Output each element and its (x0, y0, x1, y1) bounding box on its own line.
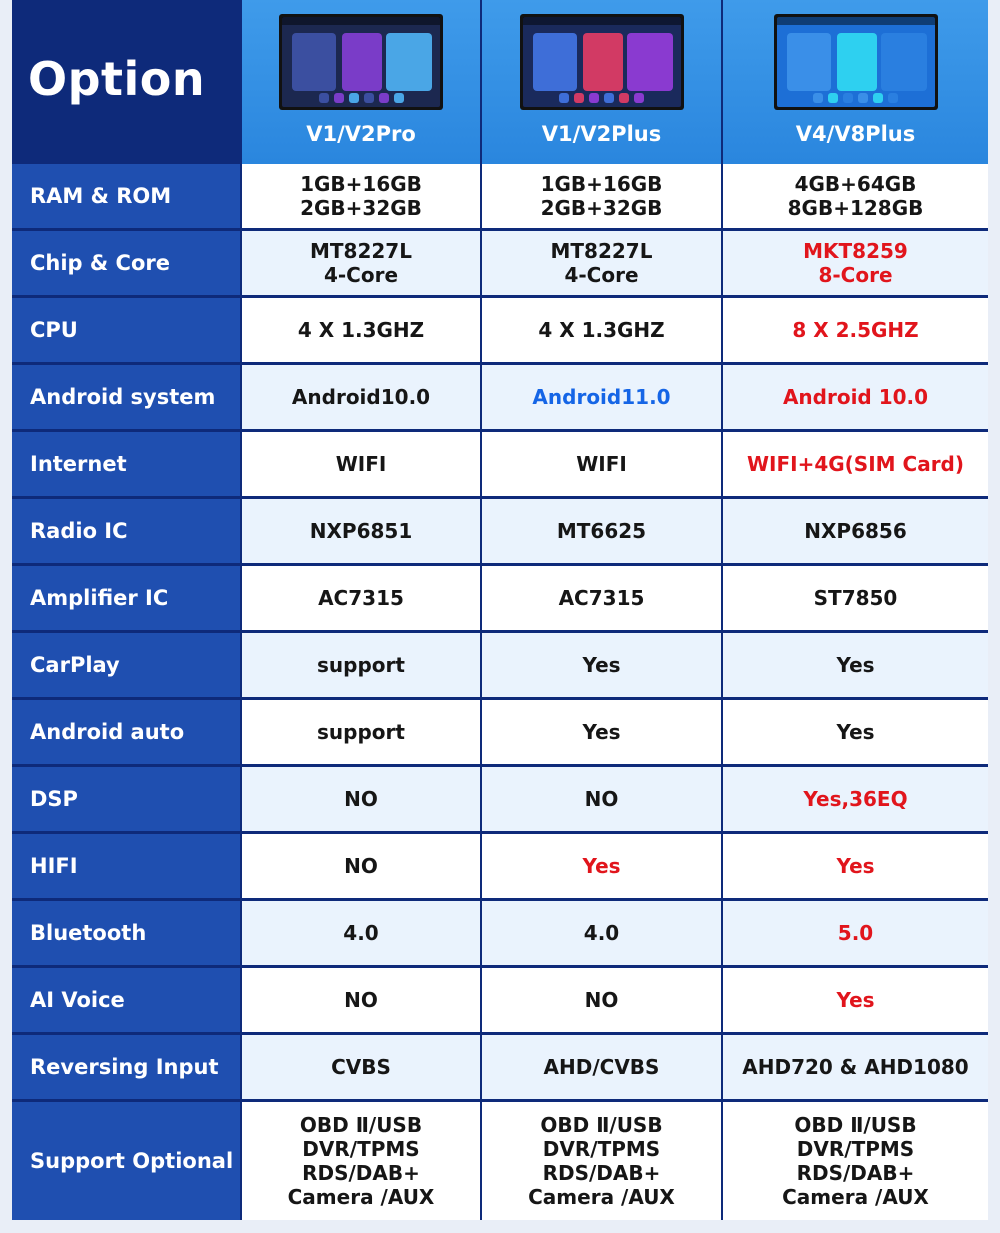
value-line: Yes (582, 720, 621, 744)
dock (783, 93, 929, 103)
value-line: MT6625 (556, 519, 647, 543)
model-header-v1 (241, 0, 481, 164)
row-label: Internet (12, 431, 241, 498)
row-label: Android system (12, 364, 241, 431)
spec-value-v2 (481, 766, 722, 833)
spec-value-v1 (241, 766, 481, 833)
value-line: 1GB+16GB (300, 172, 422, 196)
spec-value-v2 (481, 1034, 722, 1101)
row-label: Amplifier IC (12, 565, 241, 632)
value-line: support (317, 720, 405, 744)
spec-value-v1 (241, 632, 481, 699)
value-line: 4-Core (323, 263, 399, 287)
spec-value-v3 (722, 833, 988, 900)
value-line: 4.0 (583, 921, 620, 945)
value-line: OBD Ⅱ/USB (794, 1113, 917, 1137)
value-line: ST7850 (813, 586, 898, 610)
spec-value-v3 (722, 699, 988, 766)
value-line: AC7315 (558, 586, 645, 610)
spec-value-v1 (241, 498, 481, 565)
comparison-sheet (12, 0, 988, 1233)
value-line: Camera /AUX (287, 1185, 435, 1209)
dock-icon (334, 93, 344, 103)
spec-value-v3 (722, 431, 988, 498)
model-header-v3 (722, 0, 988, 164)
spec-value-v1 (241, 833, 481, 900)
spec-value-v3 (722, 1101, 988, 1221)
dock (288, 93, 434, 103)
spec-value-v1 (241, 230, 481, 297)
spec-row (12, 230, 988, 297)
value-line: Camera /AUX (782, 1185, 929, 1209)
value-line: RDS/DAB+ (796, 1161, 915, 1185)
value-line: NO (344, 988, 378, 1012)
screen (777, 17, 935, 107)
value-line: 5.0 (837, 921, 874, 945)
dock-icon (619, 93, 629, 103)
spec-value-v2 (481, 498, 722, 565)
dock-icon (828, 93, 838, 103)
spec-table (12, 0, 988, 1220)
value-line: Yes (836, 720, 875, 744)
spec-row (12, 565, 988, 632)
row-label: Chip & Core (12, 230, 241, 297)
spec-value-v1 (241, 431, 481, 498)
value-line: DVR/TPMS (796, 1137, 915, 1161)
value-line: 4 X 1.3GHZ (538, 318, 665, 342)
status-bar (523, 17, 681, 25)
row-label: Android auto (12, 699, 241, 766)
value-line: WIFI (335, 452, 387, 476)
value-line: 4.0 (343, 921, 379, 945)
dock-icon (349, 93, 359, 103)
spec-value-v1 (241, 900, 481, 967)
row-label: Reversing Input (12, 1034, 241, 1101)
spec-value-v3 (722, 230, 988, 297)
value-line: Android 10.0 (782, 385, 929, 409)
spec-row (12, 297, 988, 364)
value-line: NXP6856 (804, 519, 907, 543)
spec-row (12, 632, 988, 699)
row-label: Radio IC (12, 498, 241, 565)
spec-value-v3 (722, 164, 988, 230)
row-label: RAM & ROM (12, 164, 241, 230)
dock-icon (604, 93, 614, 103)
dock-icon (888, 93, 898, 103)
dock-icon (574, 93, 584, 103)
dock-icon (858, 93, 868, 103)
value-line: NO (344, 787, 378, 811)
model-name: V4/V8Plus (795, 122, 916, 146)
spec-value-v3 (722, 498, 988, 565)
value-line: CVBS (331, 1055, 391, 1079)
row-label: CarPlay (12, 632, 241, 699)
spec-value-v1 (241, 1034, 481, 1101)
status-bar (777, 17, 935, 25)
value-line: NXP6851 (309, 519, 413, 543)
value-line: RDS/DAB+ (302, 1161, 420, 1185)
dock-icon (319, 93, 329, 103)
dock-icon (634, 93, 644, 103)
product-screenshot-v1 (279, 14, 443, 110)
model-name: V1/V2Plus (541, 122, 662, 146)
app-tile (583, 33, 623, 91)
app-tile (787, 33, 831, 91)
row-label: CPU (12, 297, 241, 364)
spec-value-v2 (481, 364, 722, 431)
spec-value-v2 (481, 164, 722, 230)
app-tile (881, 33, 927, 91)
spec-row (12, 833, 988, 900)
dock-icon (379, 93, 389, 103)
spec-row (12, 699, 988, 766)
value-line: RDS/DAB+ (542, 1161, 661, 1185)
spec-value-v1 (241, 967, 481, 1034)
value-line: OBD Ⅱ/USB (540, 1113, 663, 1137)
value-line: DVR/TPMS (542, 1137, 661, 1161)
product-screenshot-v3 (774, 14, 938, 110)
spec-row (12, 498, 988, 565)
value-line: NO (344, 854, 378, 878)
row-label: AI Voice (12, 967, 241, 1034)
row-label: Support Optional (12, 1101, 241, 1221)
spec-row (12, 1101, 988, 1221)
spec-value-v2 (481, 565, 722, 632)
screen (282, 17, 440, 107)
value-line: NO (584, 787, 619, 811)
header-row (12, 0, 988, 164)
value-line: MT8227L (550, 239, 653, 263)
dock-icon (394, 93, 404, 103)
spec-value-v2 (481, 230, 722, 297)
dock (529, 93, 675, 103)
spec-rows (12, 164, 988, 1220)
value-line: NO (584, 988, 619, 1012)
dock-icon (813, 93, 823, 103)
spec-value-v3 (722, 1034, 988, 1101)
value-line: 8GB+128GB (787, 196, 924, 220)
model-name: V1/V2Pro (306, 122, 416, 146)
value-line: DVR/TPMS (302, 1137, 420, 1161)
value-line: Yes (582, 653, 621, 677)
spec-row (12, 1034, 988, 1101)
value-line: AHD/CVBS (543, 1055, 660, 1079)
spec-value-v1 (241, 699, 481, 766)
option-title: Option (28, 52, 206, 106)
value-line: Yes (836, 854, 875, 878)
value-line: MT8227L (310, 239, 412, 263)
dock-icon (843, 93, 853, 103)
value-line: Yes (836, 988, 875, 1012)
value-line: MKT8259 (803, 239, 908, 263)
spec-value-v2 (481, 967, 722, 1034)
spec-row (12, 364, 988, 431)
spec-value-v3 (722, 967, 988, 1034)
spec-value-v2 (481, 699, 722, 766)
spec-value-v2 (481, 297, 722, 364)
value-line: 4 X 1.3GHZ (297, 318, 425, 342)
dock-icon (559, 93, 569, 103)
app-tile (342, 33, 382, 91)
value-line: Android10.0 (291, 385, 431, 409)
spec-value-v2 (481, 1101, 722, 1221)
spec-value-v1 (241, 164, 481, 230)
spec-value-v2 (481, 900, 722, 967)
row-label: HIFI (12, 833, 241, 900)
model-header-v2 (481, 0, 722, 164)
value-line: AHD720 & AHD1080 (742, 1055, 969, 1079)
value-line: 2GB+32GB (300, 196, 422, 220)
spec-row (12, 967, 988, 1034)
spec-value-v3 (722, 565, 988, 632)
value-line: Camera /AUX (528, 1185, 675, 1209)
value-line: support (317, 653, 405, 677)
spec-row (12, 900, 988, 967)
value-line: 8-Core (818, 263, 893, 287)
spec-value-v3 (722, 364, 988, 431)
spec-value-v2 (481, 632, 722, 699)
spec-value-v3 (722, 297, 988, 364)
spec-value-v3 (722, 900, 988, 967)
value-line: 4-Core (564, 263, 639, 287)
app-tile (533, 33, 577, 91)
app-tile (627, 33, 673, 91)
spec-value-v3 (722, 632, 988, 699)
value-line: Yes,36EQ (803, 787, 908, 811)
row-label: DSP (12, 766, 241, 833)
dock-icon (873, 93, 883, 103)
app-tile (292, 33, 336, 91)
app-tile (837, 33, 877, 91)
value-line: 4GB+64GB (794, 172, 917, 196)
app-tile (386, 33, 432, 91)
value-line: Android11.0 (532, 385, 671, 409)
row-label: Bluetooth (12, 900, 241, 967)
corner-cell (12, 0, 241, 164)
value-line: 2GB+32GB (540, 196, 663, 220)
spec-value-v3 (722, 766, 988, 833)
spec-value-v1 (241, 297, 481, 364)
spec-value-v2 (481, 431, 722, 498)
value-line: Yes (836, 653, 875, 677)
value-line: OBD Ⅱ/USB (299, 1113, 423, 1137)
dock-icon (364, 93, 374, 103)
product-screenshot-v2 (520, 14, 684, 110)
value-line: Yes (582, 854, 621, 878)
spec-value-v1 (241, 364, 481, 431)
status-bar (282, 17, 440, 25)
spec-value-v2 (481, 833, 722, 900)
value-line: 1GB+16GB (540, 172, 663, 196)
spec-row (12, 766, 988, 833)
spec-value-v1 (241, 565, 481, 632)
spec-value-v1 (241, 1101, 481, 1221)
screen (523, 17, 681, 107)
spec-row (12, 164, 988, 230)
spec-row (12, 431, 988, 498)
value-line: 8 X 2.5GHZ (792, 318, 919, 342)
value-line: WIFI (576, 452, 627, 476)
value-line: AC7315 (318, 586, 404, 610)
value-line: WIFI+4G(SIM Card) (746, 452, 965, 476)
dock-icon (589, 93, 599, 103)
